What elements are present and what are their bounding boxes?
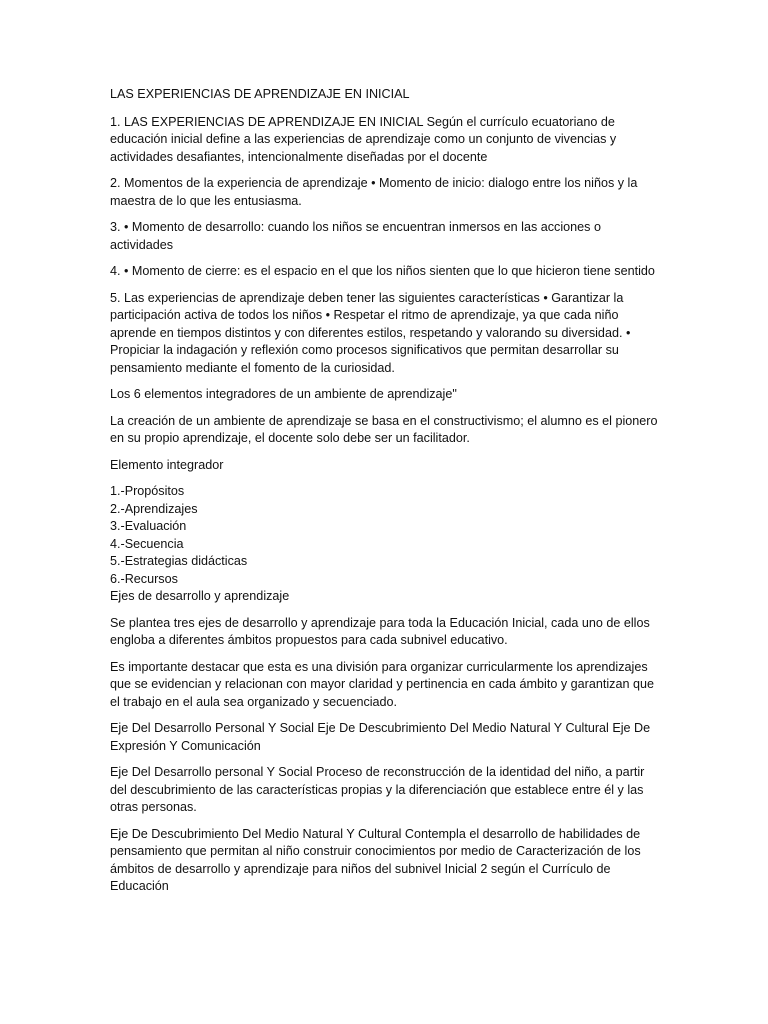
document-title: LAS EXPERIENCIAS DE APRENDIZAJE EN INICIAL [110,87,410,101]
paragraph-3: 3. • Momento de desarrollo: cuando los niños se encuentran inmersos en las acciones o actividades [110,220,601,252]
paragraph-eje-personal: Eje Del Desarrollo personal Y Social Proceso de reconstrucción de la identidad del niño, a partir del descubrimiento de las características propias y la diferenciación que establece entre él y las otras personas. [110,765,645,814]
list-item: 2.-Aprendizajes [110,501,198,516]
paragraph-1: 1. LAS EXPERIENCIAS DE APRENDIZAJE EN INICIAL Según el currículo ecuatoriano de educación inicial define a las experiencias de aprendizaje como un conjunto de vivencias y actividades desafiantes, intencionalmente diseñadas por el docente [110,114,617,164]
paragraph-elemento-integrador: Elemento integrador [110,457,224,472]
paragraph-constructivism: La creación de un ambiente de aprendizaje se basa en el constructivismo; el alumno es el pionero en su propio aprendizaje, el docente solo debe ser un facilitador. [110,413,658,445]
paragraph-2: 2. Momentos de la experiencia de aprendizaje • Momento de inicio: dialogo entre los niños y la maestra de lo que les entusiasma. [110,176,638,208]
paragraph-4: 4. • Momento de cierre: es el espacio en el que los niños sienten que lo que hicieron tiene sentido [110,264,655,278]
paragraph-5: 5. Las experiencias de aprendizaje deben tener las siguientes características • Garantizar la participación activa de todos los niños • Respetar el ritmo de aprendizaje, ya que cada niño aprende en tiempos distintos y con diferentes estilos, respetando y valorando su diversidad. • Propiciar la indagación y reflexión como procesos significativos que permitan desarrollar su pensamiento mediante el fomento de la curiosidad. [110,290,631,375]
elements-list [110,483,662,588]
paragraph-eje-descubrimiento: Eje De Descubrimiento Del Medio Natural Y Cultural Contempla el desarrollo de habilidades de pensamiento que permitan al niño construir conocimientos por medio de Caracterización de los ámbitos de desarrollo y aprendizaje para niños del subnivel Inicial 2 según el Currículo de Educación [110,826,641,893]
list-item: 1.-Propósitos [110,484,185,498]
section-heading-ejes: Ejes de desarrollo y aprendizaje [110,589,290,603]
paragraph-ejes-list: Eje Del Desarrollo Personal Y Social Eje De Descubrimiento Del Medio Natural Y Cultural Eje De Expresión Y Comunicación [110,721,651,753]
paragraph-elements-heading: Los 6 elementos integradores de un ambiente de aprendizaje" [110,387,457,401]
paragraph-ejes-intro: Se plantea tres ejes de desarrollo y aprendizaje para toda la Educación Inicial, cada uno de ellos engloba a diferentes ámbitos propuestos para cada subnivel educativo. [110,615,650,647]
document-page [110,86,662,905]
paragraph-division: Es importante destacar que esta es una división para organizar curricularmente los aprendizajes que se evidencian y relacionan con mayor claridad y pertinencia en cada ámbito y garantizan que el trabajo en el aula sea organizado y secuenciado. [110,659,654,709]
list-item: 4.-Secuencia [110,536,184,551]
list-item: 3.-Evaluación [110,519,187,533]
list-item: 5.-Estrategias didácticas [110,554,248,568]
list-item: 6.-Recursos [110,571,178,586]
